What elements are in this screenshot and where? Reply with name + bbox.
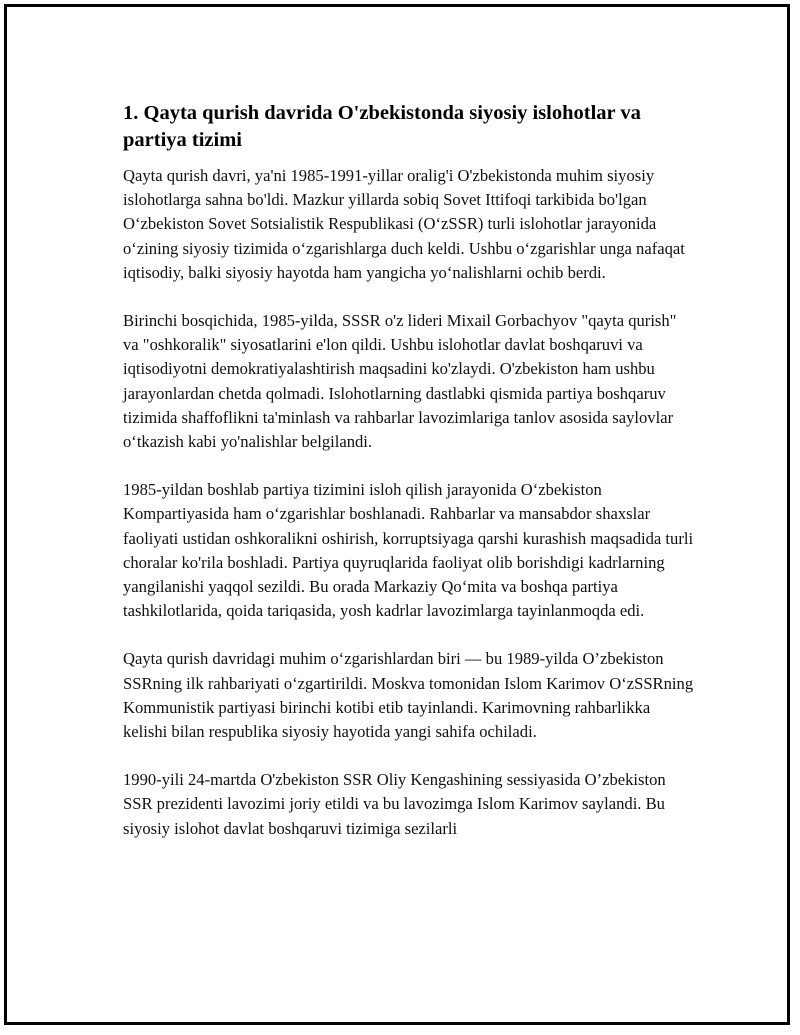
section-title: 1. Qayta qurish davrida O'zbekistonda siyosiy islohotlar va partiya tizimi [123,102,641,151]
document-body [123,100,695,865]
page-frame [4,4,790,1025]
paragraph-3: 1985-yildan boshlab partiya tizimini isloh qilish jarayonida O‘zbekiston Kompartiyasida ham o‘zgarishlar boshlanadi. Rahbarlar va mansabdor shaxslar faoliyati ustidan oshkoralikni oshirish, korruptsiyaga qarshi kurashish maqsadida turli choralar ko'rila boshladi. Partiya quyruqlarida faoliyat olib borishdigi kadrlarning yangilanishi yaqqol sezildi. Bu orada Markaziy Qo‘mita va boshqa partiya tashkilotlarida, qoida tariqasida, yosh kadrlar lavozimlarga tayinlanmoqda edi. [123,480,694,621]
paragraph-1: Qayta qurish davri, ya'ni 1985-1991-yillar oralig'i O'zbekistonda muhim siyosiy islohotlarga sahna bo'ldi. Mazkur yillarda sobiq Sovet Ittifoqi tarkibida bo'lgan O‘zbekiston Sovet Sotsialistik Respublikasi (O‘zSSR) turli islohotlar jarayonida o‘zining siyosiy tizimida o‘zgarishlarga duch keldi. Ushbu o‘zgarishlar unga nafaqat iqtisodiy, balki siyosiy hayotda ham yangicha yo‘nalishlarni ochib berdi. [123,166,685,282]
paragraph-4: Qayta qurish davridagi muhim o‘zgarishlardan biri — bu 1989-yilda O’zbekiston SSRning ilk rahbariyati o‘zgartirildi. Moskva tomonidan Islom Karimov O‘zSSRning Kommunistik partiyasi birinchi kotibi etib tayinlandi. Karimovning rahbarlikka kelishi bilan respublika siyosiy hayotida yangi sahifa ochiladi. [123,649,694,742]
paragraph-2: Birinchi bosqichida, 1985-yilda, SSSR o'z lideri Mixail Gorbachyov "qayta qurish" va "oshkoralik" siyosatlarini e'lon qildi. Ushbu islohotlar davlat boshqaruvi va iqtisodiyotni demokratiyalashtirish maqsadini ko'zlaydi. O'zbekiston ham ushbu jarayonlardan chetda qolmadi. Islohotlarning dastlabki qismida partiya boshqaruv tizimida shaffoflikni ta'minlash va rahbarlar lavozimlariga tanlov asosida saylovlar o‘tkazish kabi yo'nalishlar belgilandi. [123,311,677,452]
paragraph-5: 1990-yili 24-martda O'zbekiston SSR Oliy Kengashining sessiyasida O’zbekiston SSR prezidenti lavozimi joriy etildi va bu lavozimga Islom Karimov saylandi. Bu siyosiy islohot davlat boshqaruvi tizimiga sezilarli [123,770,666,838]
